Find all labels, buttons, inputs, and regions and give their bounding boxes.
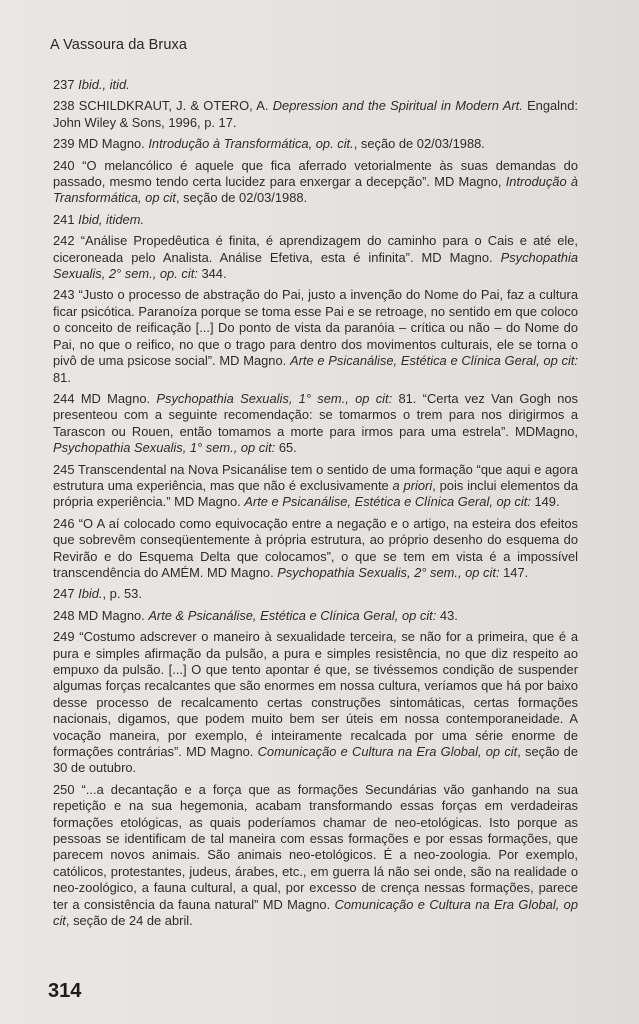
footnote-text: , seção de 30 de outubro.	[53, 744, 578, 776]
footnote-text: “Costumo adscrever o maneiro à sexualidade terceira, se não for a primeira, que é a pura e simples afirmação da pulsão, a pura e simples resistência, no que diz respeito ao empuxo da pulsão. [...] O que tento apontar é que, se tivéssemos condição de suspender algumas forças recalcantes que são enormes em nossa cultura, veríamos que há por baixo desse processo de recalcamento certas construções sintomáticas, certas formações nacionais, digamos, que podem muito bem ser úteis em nossa contemporaneidade. A vocação maneira, por exemplo, é inteiramente recalcada por uma série enorme de formações contrárias”. MD Magno.	[53, 629, 578, 760]
footnote-citation-italic: Psychopathia Sexualis, 2° sem., op. cit:	[53, 249, 578, 282]
footnote-citation-italic: Ibid., itid.	[78, 77, 130, 92]
footnote-citation-italic: Psychopathia Sexualis, 1° sem., op cit:	[156, 390, 393, 406]
footnote	[53, 782, 578, 930]
footnote-number: 244	[53, 390, 75, 406]
footnote	[53, 391, 578, 457]
running-head: A Vassoura da Bruxa	[50, 37, 188, 53]
footnote-text: 81. “Certa vez Van Gogh nos presenteou com a seguinte recomendação: se tomarmos o trem para nos dirigirmos a Tarascon ou Rouen, então tomamos a morte para irmos para uma estrela”. MDMagno,	[53, 390, 578, 439]
footnote	[53, 629, 578, 777]
footnote-number: 250	[53, 781, 75, 797]
footnote	[53, 462, 578, 511]
footnote-text: 149.	[530, 494, 560, 510]
footnote-number: 241	[53, 211, 75, 227]
footnote-text: Transcendental na Nova Psicanálise tem o sentido de uma formação “que aqui e agora estrutura uma experiência, mas que não é exclusivamente	[53, 461, 578, 493]
footnote-citation-italic: Ibid.	[78, 586, 103, 602]
footnote-citation-italic: Arte e Psicanálise, Estética e Clínica Geral, op cit:	[289, 353, 578, 369]
footnote-citation-italic: Psychopathia Sexualis, 1° sem., op cit:	[53, 440, 276, 456]
footnote-text: , seção de 02/03/1988.	[175, 190, 308, 206]
footnote-number: 246	[53, 515, 75, 531]
footnote-text: SCHILDKRAUT, J. & OTERO, A.	[78, 98, 273, 114]
footnote-number: 247	[53, 586, 75, 602]
footnote-citation-italic: Introdução à Transformática, op cit	[53, 174, 579, 206]
footnote-text: Engalnd: John Wiley & Sons, 1996, p. 17.	[53, 98, 578, 130]
footnote-text: 344.	[197, 266, 227, 282]
footnote-text: MD Magno.	[80, 390, 157, 406]
footnote-text: , pois inclui elementos da própria experiência.” MD Magno.	[53, 477, 578, 510]
footnote-text: MD Magno.	[78, 136, 149, 152]
footnote-citation-italic: Comunicação e Cultura na Era Global, op cit	[257, 744, 518, 760]
footnote	[53, 158, 578, 207]
footnote-citation-italic: Introdução à Transformática, op. cit.	[148, 136, 354, 152]
footnote	[53, 586, 578, 602]
footnote-number: 240	[53, 157, 75, 173]
page-number: 314	[48, 980, 82, 1002]
footnote-text: , p. 53.	[102, 586, 142, 602]
footnote-number: 238	[53, 98, 75, 114]
footnote	[53, 516, 578, 582]
footnote-text: 147.	[499, 564, 529, 580]
footnote-text: MD Magno.	[78, 607, 149, 623]
footnote-citation-italic: Comunicação e Cultura na Era Global, op cit	[53, 896, 579, 929]
footnote-citation-italic: Depression and the Spiritual in Modern Art.	[272, 98, 523, 114]
footnote	[53, 98, 578, 131]
footnote	[53, 233, 578, 282]
footnote-text: “O melancólico é aquele que fica aferrado vetorialmente às suas demandas do passado, mesmo tendo certa lucidez para enxergar a decepção”. MD Magno,	[53, 157, 578, 190]
footnote	[53, 287, 578, 385]
footnote-text: “Análise Propedêutica é finita, é aprendizagem do caminho para o Cais e até ele, ciceroneada pelo Analista. Análise Efetiva, esta é infinita”. MD Magno.	[53, 233, 578, 265]
footnote	[53, 212, 578, 228]
footnote-text: “Justo o processo de abstração do Pai, justo a invenção do Nome do Pai, faz a cultura ficar psicótica. Paranoíza porque se toma esse Pai e se retroage, no sentido em que coloco o conceito de reificação [...] Do ponto de vista da paranóia – crítica ou não – do Nome do Pai, no que o reifico, no que o trago para dentro dos movimentos culturais, ele se torna o pivô de uma psicose social”. MD Magno.	[53, 287, 578, 369]
footnote-text: “O A aí colocado como equivocação entre a negação e o artigo, na esteira dos efeitos que sobrevêm conseqüentemente à própria estrutura, ao próprio desenho do esquema do Revirão e do Esquema Delta que colocamos”, o que se tem em vista é a impossível transcendência do AMÉM. MD Magno.	[53, 515, 578, 580]
footnote-citation-italic: Arte & Psicanálise, Estética e Clínica Geral, op cit:	[148, 607, 437, 623]
footnote	[53, 77, 578, 93]
footnote-citation-italic: Arte e Psicanálise, Estética e Clínica Geral, op cit:	[244, 494, 531, 510]
footnotes-list	[53, 77, 578, 935]
footnote-number: 242	[53, 233, 75, 249]
footnote-citation-italic: Ibid, itidem.	[78, 211, 145, 227]
footnote	[53, 136, 578, 152]
footnote	[53, 608, 578, 624]
footnote-text: 81.	[53, 369, 71, 385]
footnote-number: 243	[53, 287, 75, 303]
footnote-text: , seção de 02/03/1988.	[353, 136, 485, 152]
footnote-number: 237	[53, 77, 75, 92]
footnote-number: 245	[53, 461, 75, 477]
footnote-text: 43.	[436, 607, 458, 623]
footnote-citation-italic: a priori	[392, 477, 433, 493]
footnote-number: 249	[53, 629, 75, 645]
footnote-citation-italic: Psychopathia Sexualis, 2° sem., op cit:	[277, 564, 500, 580]
footnote-text: , seção de 24 de abril.	[65, 913, 193, 929]
footnote-number: 239	[53, 136, 75, 152]
footnote-text: 65.	[275, 440, 297, 456]
footnote-number: 248	[53, 607, 75, 623]
footnote-text: “...a decantação e a força que as formações Secundárias vão ganhando na sua repetição e na sua hegemonia, acabam transformando essas forças em verdadeiras formações etológicas, as quais poderíamos chamar de neo-etológicas. Isto porque as pessoas se identificam de tal maneira com essas formações e por essas formações, que parecem novos animais. São animais neo-etológicos. É a neo-zoologia. Por exemplo, católicos, protestantes, judeus, árabes, etc., em guerra lá não sei onde, são na realidade o neo-zoológico, a fauna cultural, a qual, por excesso de crença nessas formações, parece ter a consistência da fauna natural” MD Magno.	[53, 781, 578, 912]
